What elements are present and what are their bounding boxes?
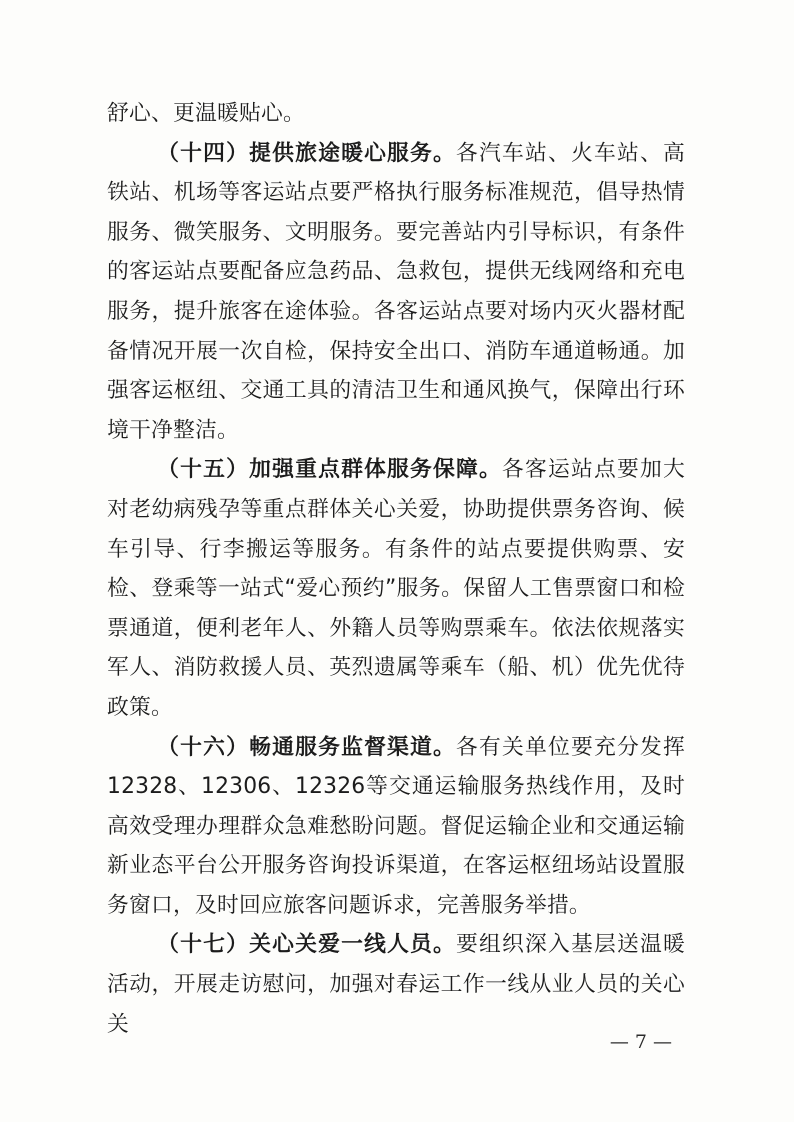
page-number: — 7 — [609, 1031, 672, 1053]
paragraph-text: 舒心、更温暖贴心。 [107, 101, 305, 126]
section-heading: （十六）畅通服务监督渠道。 [157, 734, 457, 760]
paragraph-text: 要组织深入基层送温暖活动，开展走访慰问，加强对春运工作一线从业人员的关心关 [107, 932, 685, 1037]
paragraph-text: 各客运站点要加大对老幼病残孕等重点群体关心关爱，协助提供票务咨询、候车引导、行李搬运等服务。有条件的站点要提供购票、安检、登乘等一站式“爱心预约”服务。保留人工售票窗口和检票通道，便利老年人、外籍人员等购票乘车。依法依规落实军人、消防救援人员、英烈遗属等乘车（船、机）优先优待政策。 [107, 457, 685, 720]
section-heading: （十四）提供旅途暖心服务。 [157, 140, 457, 166]
paragraph-section-16 [107, 728, 685, 926]
paragraph-section-17 [107, 925, 685, 1044]
paragraph-text: 各汽车站、火车站、高铁站、机场等客运站点要严格执行服务标准规范，倡导热情服务、微笑服务、文明服务。要完善站内引导标识，有条件的客运站点要配备应急药品、急救包，提供无线网络和充电服务，提升旅客在途体验。各客运站点要对场内灭火器材配备情况开展一次自检，保持安全出口、消防车通道畅通。加强客运枢纽、交通工具的清洁卫生和通风换气，保障出行环境干净整洁。 [107, 140, 685, 443]
document-body [107, 94, 685, 1044]
paragraph-text: 各有关单位要充分发挥12328、12306、12326等交通运输服务热线作用，及时高效受理办理群众急难愁盼问题。督促运输企业和交通运输新业态平台公开服务咨询投诉渠道，在客运枢纽场站设置服务窗口，及时回应旅客问题诉求，完善服务举措。 [107, 734, 685, 918]
paragraph-section-14 [107, 134, 685, 451]
paragraph-continuation [107, 94, 685, 134]
paragraph-section-15 [107, 450, 685, 727]
section-heading: （十五）加强重点群体服务保障。 [157, 457, 503, 483]
section-heading: （十七）关心关爱一线人员。 [157, 932, 457, 958]
